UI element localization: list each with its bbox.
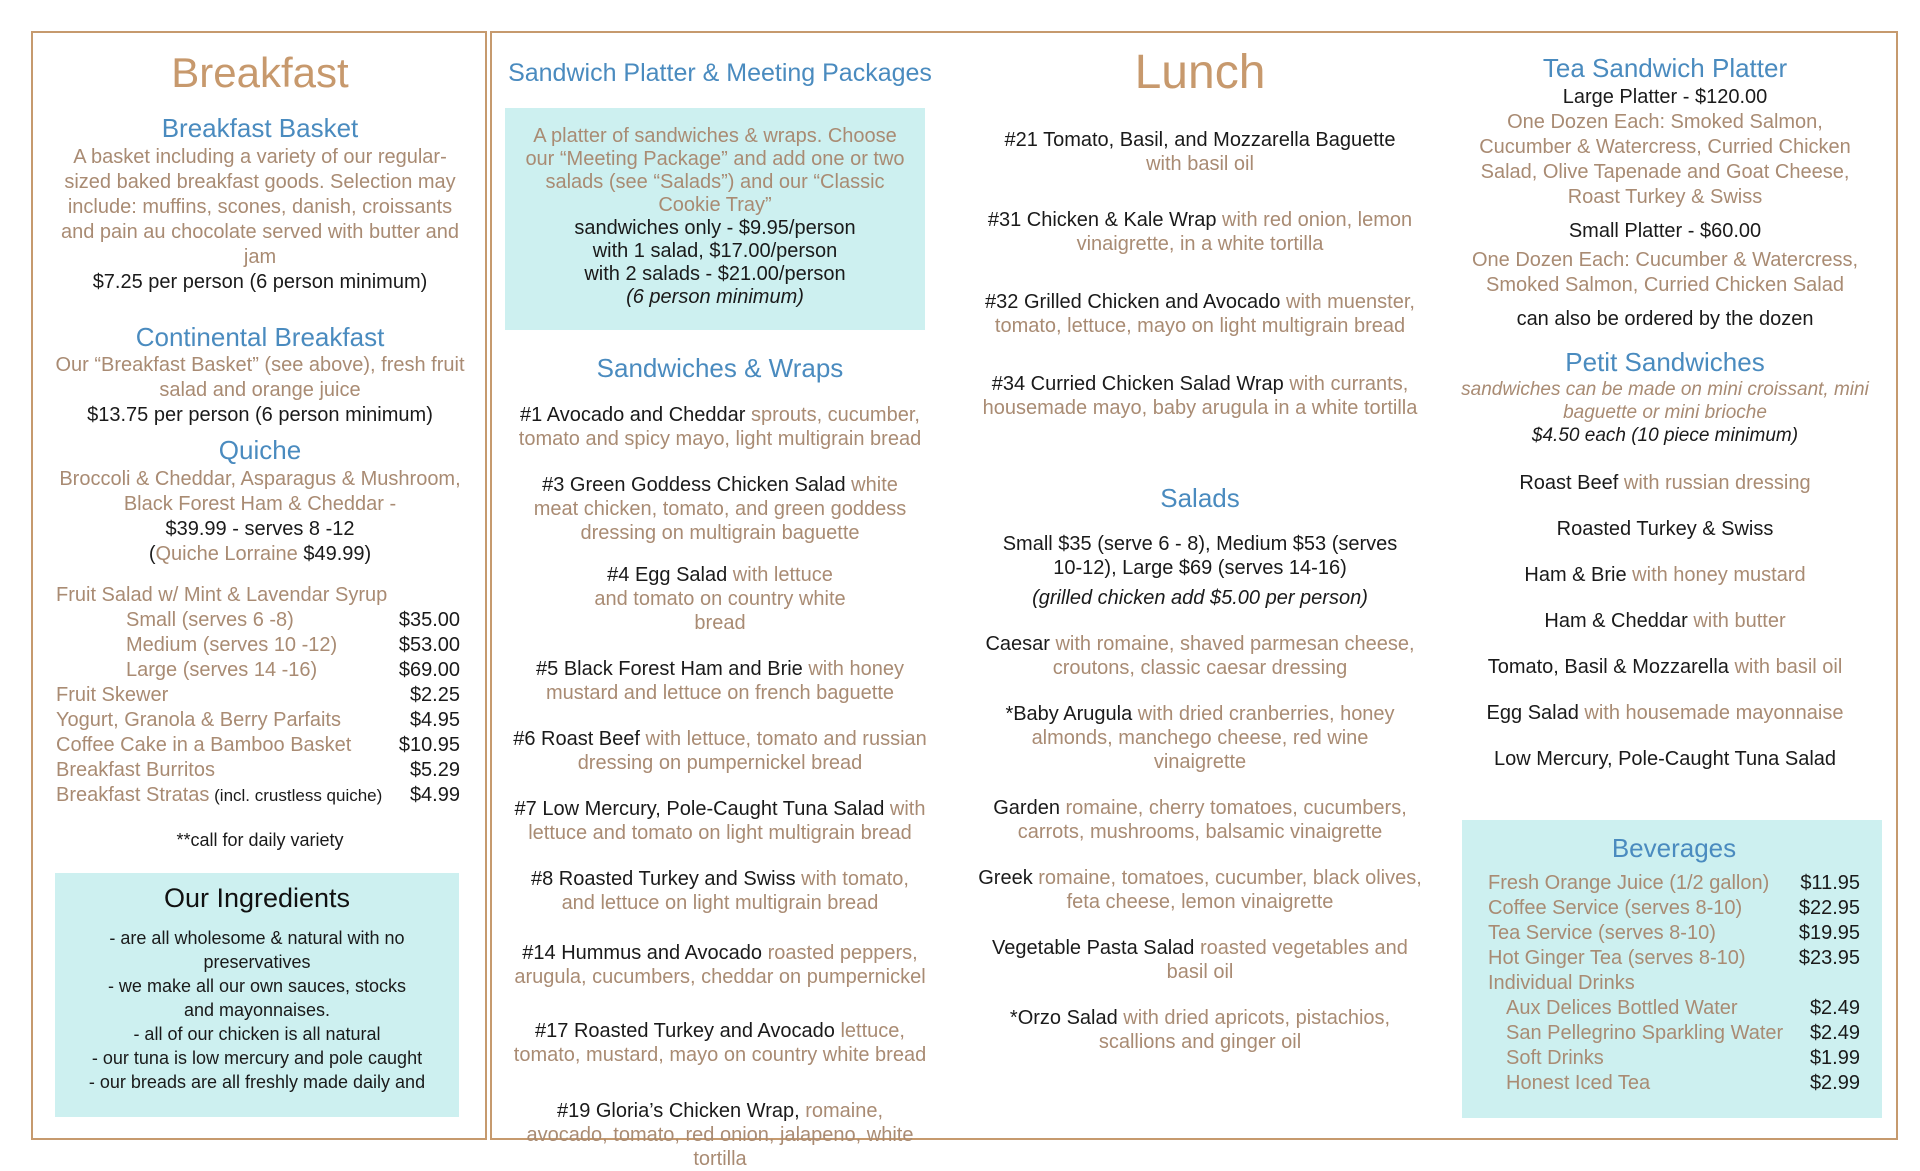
sandwich-item: #17 Roasted Turkey and Avocado lettuce, tomato, mustard, mayo on country white bread [513, 1019, 927, 1066]
extra-parfaits: Yogurt, Granola & Berry Parfaits $4.95 [56, 708, 460, 731]
extra-burritos: Breakfast Burritos $5.29 [56, 758, 460, 781]
extra-fruit-skewer: Fruit Skewer $2.25 [56, 683, 460, 706]
beverage-row: Fresh Orange Juice (1/2 gallon) $11.95 [1488, 871, 1860, 894]
lunch-item: #31 Chicken & Kale Wrap with red onion, lemon vinaigrette, in a white tortilla [987, 208, 1413, 255]
beverages-title: Beverages [1611, 833, 1737, 863]
platter-description: A platter of sandwiches & wraps. Choose our “Meeting Package” and add one or two salads (see “Salads”) and our “Classic Cookie Tray” [525, 125, 905, 216]
petit-price: $4.50 each (10 piece minimum) [1531, 425, 1799, 446]
breakfast-basket-title: Breakfast Basket [161, 113, 359, 144]
sandwich-item: #1 Avocado and Cheddar sprouts, cucumber, tomato and spicy mayo, light multigrain bread [518, 403, 922, 450]
ingredient-line: - all of our chicken is all natural [133, 1024, 381, 1044]
platter-minimum: (6 person minimum) [626, 286, 804, 308]
fruit-salad-small: Small (serves 6 -8) $35.00 [126, 608, 460, 631]
sandwiches-title: Sandwiches & Wraps [596, 353, 844, 383]
extra-stratas: Breakfast Stratas (incl. crustless quiche) $4.99 [56, 783, 460, 806]
salad-chicken-note: (grilled chicken add $5.00 per person) [1032, 587, 1368, 610]
sandwich-item: #6 Roast Beef with lettuce, tomato and russian dressing on pumpernickel bread [513, 727, 927, 774]
continental-price: $13.75 per person (6 person minimum) [87, 404, 433, 427]
quiche-lorraine: (Quiche Lorraine $49.99) [148, 542, 372, 565]
fruit-salad-medium: Medium (serves 10 -12) $53.00 [126, 633, 460, 656]
sandwich-item: #7 Low Mercury, Pole-Caught Tuna Salad with lettuce and tomato on light multigrain bread [514, 797, 926, 844]
sandwich-item: #4 Egg Salad with lettuce and tomato on country white bread [594, 563, 846, 634]
ingredient-line: - our breads are all freshly made daily and [88, 1072, 426, 1092]
continental-description: Our “Breakfast Basket” (see above), fresh fruit salad and orange juice [55, 354, 465, 402]
ingredient-line: - our tuna is low mercury and pole caught [91, 1048, 423, 1068]
call-note: **call for daily variety [176, 829, 344, 850]
lunch-title: Lunch [1134, 46, 1266, 99]
tea-column [1455, 52, 1875, 771]
beverage-row: Tea Service (serves 8-10) $19.95 [1488, 921, 1860, 944]
beverage-row: Hot Ginger Tea (serves 8-10) $23.95 [1488, 946, 1860, 969]
sandwich-item: #3 Green Goddess Chicken Salad white meat chicken, tomato, and green goddess dressing on multigrain baguette [533, 473, 907, 544]
tea-small-description: One Dozen Each: Cucumber & Watercress, Smoked Salmon, Curried Chicken Salad [1471, 248, 1859, 296]
sandwiches-list [500, 352, 940, 1171]
ingredients-box [55, 873, 459, 1117]
sandwich-item: #8 Roasted Turkey and Swiss with tomato, and lettuce on light multigrain bread [531, 867, 909, 914]
platter-price-1: sandwiches only - $9.95/person [574, 217, 856, 239]
salad-item: Vegetable Pasta Salad roasted vegetables and basil oil [992, 937, 1408, 984]
ingredient-line: - are all wholesome & natural with no preservatives [109, 928, 405, 972]
lunch-item: #34 Curried Chicken Salad Wrap with currants, housemade mayo, baby arugula in a white tortilla [982, 372, 1418, 419]
ingredients-title: Our Ingredients [163, 883, 351, 913]
platter-title: Sandwich Platter & Meeting Packages [508, 59, 932, 87]
tea-large-price: Large Platter - $120.00 [1562, 85, 1768, 108]
individual-drink-row: Soft Drinks $1.99 [1506, 1046, 1860, 1069]
tea-small-price: Small Platter - $60.00 [1568, 219, 1762, 242]
lunch-item: #21 Tomato, Basil, and Mozzarella Baguette with basil oil [1004, 128, 1396, 175]
tea-title: Tea Sandwich Platter [1542, 53, 1788, 83]
extra-coffee-cake: Coffee Cake in a Bamboo Basket $10.95 [56, 733, 460, 756]
ingredient-line: - we make all our own sauces, stocks and mayonnaises. [107, 976, 407, 1020]
sandwich-item: #14 Hummus and Avocado roasted peppers, arugula, cucumbers, cheddar on pumpernickel [514, 941, 926, 988]
breakfast-basket-price: $7.25 per person (6 person minimum) [92, 270, 428, 293]
petit-item: Ham & Brie with honey mustard [1524, 564, 1806, 586]
salad-item: Caesar with romaine, shaved parmesan cheese, croutons, classic caesar dressing [985, 633, 1415, 680]
individual-drink-row: Aux Delices Bottled Water $2.49 [1506, 996, 1860, 1019]
salads-title: Salads [1160, 482, 1240, 513]
breakfast-column [45, 48, 475, 851]
salad-sizes: Small $35 (serve 6 - 8), Medium $53 (serves 10-12), Large $69 (serves 14-16) [1002, 533, 1398, 580]
individual-drinks-title: Individual Drinks [1488, 971, 1635, 994]
sandwich-item: #5 Black Forest Ham and Brie with honey mustard and lettuce on french baguette [536, 657, 904, 704]
salad-item: Greek romaine, tomatoes, cucumber, black olives, feta cheese, lemon vinaigrette [978, 867, 1422, 914]
beverages-box [1462, 820, 1882, 1118]
fruit-salad-large: Large (serves 14 -16) $69.00 [126, 658, 460, 681]
petit-title: Petit Sandwiches [1565, 346, 1765, 377]
breakfast-basket-description: A basket including a variety of our regular-sized baked breakfast goods. Selection may include: muffins, scones, danish, croissants and pain au chocolate served with butter and jam [60, 145, 460, 268]
petit-item: Low Mercury, Pole-Caught Tuna Salad [1493, 748, 1837, 770]
platter-box [505, 108, 925, 330]
quiche-description: Broccoli & Cheddar, Asparagus & Mushroom, Black Forest Ham & Cheddar - [59, 467, 461, 515]
petit-note: sandwiches can be made on mini croissant, mini baguette or mini brioche [1461, 379, 1869, 423]
salad-item: Garden romaine, cherry tomatoes, cucumbers, carrots, mushrooms, balsamic vinaigrette [993, 797, 1407, 844]
quiche-title: Quiche [218, 435, 302, 466]
continental-title: Continental Breakfast [135, 321, 385, 352]
individual-drink-row: Honest Iced Tea $2.99 [1506, 1071, 1860, 1094]
breakfast-title: Breakfast [171, 49, 349, 96]
tea-dozen-note: can also be ordered by the dozen [1516, 307, 1814, 330]
platter-price-3: with 2 salads - $21.00/person [584, 263, 846, 285]
quiche-price: $39.99 - serves 8 -12 [165, 517, 355, 540]
petit-item: Roasted Turkey & Swiss [1556, 518, 1774, 540]
petit-item: Tomato, Basil & Mozzarella with basil oil [1487, 656, 1843, 678]
petit-item: Roast Beef with russian dressing [1519, 472, 1811, 494]
individual-drink-row: San Pellegrino Sparkling Water $2.49 [1506, 1021, 1860, 1044]
petit-item: Ham & Cheddar with butter [1544, 610, 1786, 632]
salad-item: *Baby Arugula with dried cranberries, honey almonds, manchego cheese, red wine vinaigrette [1005, 703, 1395, 774]
fruit-salad-list [45, 583, 475, 808]
lunch-item: #32 Grilled Chicken and Avocado with muenster, tomato, lettuce, mayo on light multigrain bread [985, 290, 1415, 337]
lunch-column [970, 44, 1430, 1054]
sandwich-item: #19 Gloria’s Chicken Wrap, romaine, avocado, tomato, red onion, jalapeno, white tortilla [526, 1099, 914, 1170]
tea-large-description: One Dozen Each: Smoked Salmon, Cucumber & Watercress, Curried Chicken Salad, Olive Tapenade and Goat Cheese, Roast Turkey & Swiss [1479, 110, 1851, 208]
salad-item: *Orzo Salad with dried apricots, pistachios, scallions and ginger oil [1009, 1007, 1391, 1054]
platter-price-2: with 1 salad, $17.00/person [592, 240, 838, 262]
petit-item: Egg Salad with housemade mayonnaise [1486, 702, 1844, 724]
fruit-salad-title: Fruit Salad w/ Mint & Lavendar Syrup [56, 583, 388, 606]
sandwich-column [500, 58, 940, 89]
beverage-row: Coffee Service (serves 8-10) $22.95 [1488, 896, 1860, 919]
